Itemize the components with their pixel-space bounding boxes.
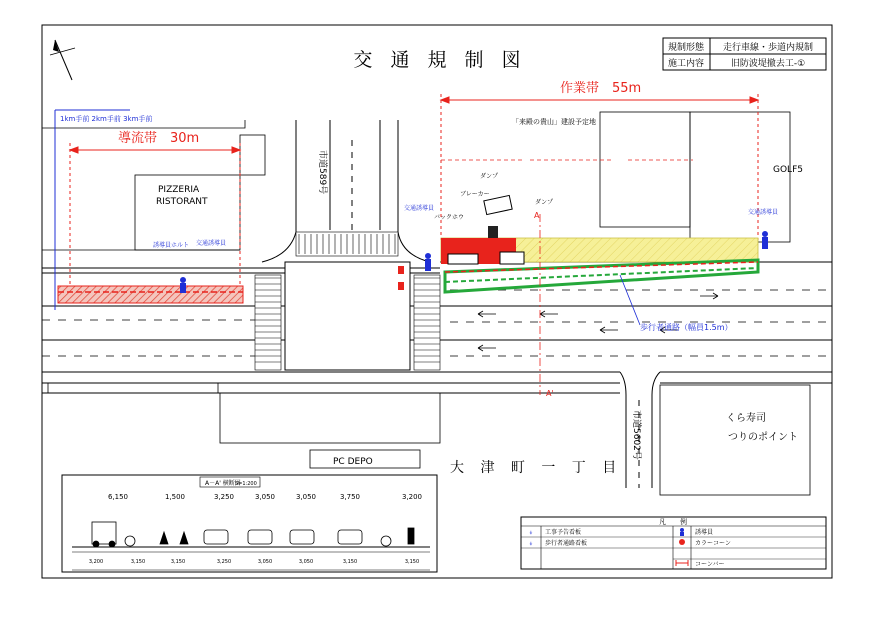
district-label: 大 津 町 一 丁 目: [450, 460, 623, 476]
work-sign-icon: ⍖: [528, 528, 534, 537]
dump-label-1: ダンプ: [480, 173, 499, 180]
section-label-a-prime: A': [546, 389, 554, 398]
cross-section-top-dim: 3,200: [401, 493, 423, 501]
legend-cone-icon: [679, 539, 685, 545]
info-table: [663, 38, 826, 70]
taper-zone: [58, 286, 243, 303]
flagger-left-label: 交通誘導員: [404, 205, 435, 212]
golf-label: GOLF5: [773, 165, 803, 175]
cross-section-top-dim: 3,750: [339, 493, 361, 501]
advance-signs-label: 1km手前 2km手前 3km手前: [60, 115, 153, 123]
red-marker: [398, 282, 404, 290]
dump-truck-2-icon: [500, 252, 524, 264]
cross-section-top-dim: 6,150: [107, 493, 129, 501]
cross-section-bottom-dim: 3,150: [404, 559, 420, 565]
kura-label-2: つりのポイント: [728, 432, 798, 443]
cone-icon: [125, 536, 135, 546]
flagger-right-label: 交通誘導員: [748, 209, 779, 216]
breaker-icon: [488, 226, 498, 238]
flagger-icon: [762, 231, 768, 249]
flagger-far-left2-label: 交通誘導員: [196, 240, 227, 247]
cross-section-bottom-dim: 3,200: [88, 559, 104, 565]
site-note: 「来殿の貴山」建設予定地: [512, 118, 596, 126]
cross-section-top-dim: 3,050: [254, 493, 276, 501]
legend-item-4: カラーコーン: [695, 540, 731, 547]
depot-label: PC DEPO: [333, 457, 373, 467]
cross-section-bottom-dim: 3,150: [342, 559, 358, 565]
legend-item-3: 誘導員: [695, 529, 714, 536]
cross-section-bottom-dim: 3,050: [257, 559, 273, 565]
south-road-label: 市道5602号: [631, 410, 641, 460]
north-road-label: 市道589号: [317, 150, 327, 195]
info-row2-value: 旧防波堤撤去工-①: [730, 59, 806, 69]
work-zone-label: 作業帯 55m: [560, 81, 642, 96]
restaurant-label-1: PIZZERIA: [158, 185, 200, 195]
taper-label: 導流帯 30m: [118, 131, 200, 146]
pedestrian-path-label: 歩行者通路（幅員1.5m）: [640, 323, 733, 332]
cross-section-bottom-dim: 3,150: [170, 559, 186, 565]
pedestrian-icon: [408, 528, 414, 544]
dump-label-2: ダンプ: [535, 199, 554, 206]
cross-section-bottom-dim: 3,250: [216, 559, 232, 565]
cross-section-bottom-dim: 3,150: [130, 559, 146, 565]
restaurant-label-2: RISTORANT: [156, 197, 208, 207]
cross-section-panel: [62, 475, 437, 572]
backhoe-icon: [448, 254, 478, 264]
car-icon: [338, 530, 362, 544]
cross-section-bottom-dim: 3,050: [298, 559, 314, 565]
flagger-icon: [425, 253, 431, 271]
kura-label-1: くら寿司: [726, 413, 766, 424]
cross-section-title: A－A' 横断図: [205, 480, 241, 487]
flagger-far-left-label: 誘導員ホルト: [153, 242, 190, 249]
legend-item-2: 歩行者通路看板: [545, 540, 588, 547]
cone-icon: [381, 536, 391, 546]
breaker-label: ブレーカー: [460, 191, 490, 198]
backhoe-label: バックホウ: [434, 214, 465, 221]
cross-section-top-dim: 3,050: [295, 493, 317, 501]
car-icon: [204, 530, 228, 544]
car-icon: [248, 530, 272, 544]
cross-section-top-dim: 3,250: [213, 493, 235, 501]
info-row2-label: 施工内容: [667, 59, 705, 69]
intersection: [285, 262, 410, 370]
cross-section-top-dim: 1,500: [164, 493, 186, 501]
legend-item-5: コーンバー: [695, 561, 725, 568]
car-icon: [290, 530, 314, 544]
cross-section-scale: S=1:200: [235, 481, 257, 487]
pedestrian-sign-icon: ⍖: [528, 539, 534, 548]
red-marker: [398, 266, 404, 274]
legend-title: 凡 例: [659, 518, 687, 526]
section-label-a: A: [534, 211, 540, 220]
legend-flagger-icon: [680, 528, 684, 536]
info-row1-label: 規制形態: [667, 43, 705, 53]
info-row1-value: 走行車線・歩道内規制: [722, 43, 814, 53]
legend-item-1: 工事予告看板: [545, 529, 582, 536]
page-title: 交 通 規 制 図: [353, 49, 527, 71]
flagger-icon: [180, 277, 186, 293]
